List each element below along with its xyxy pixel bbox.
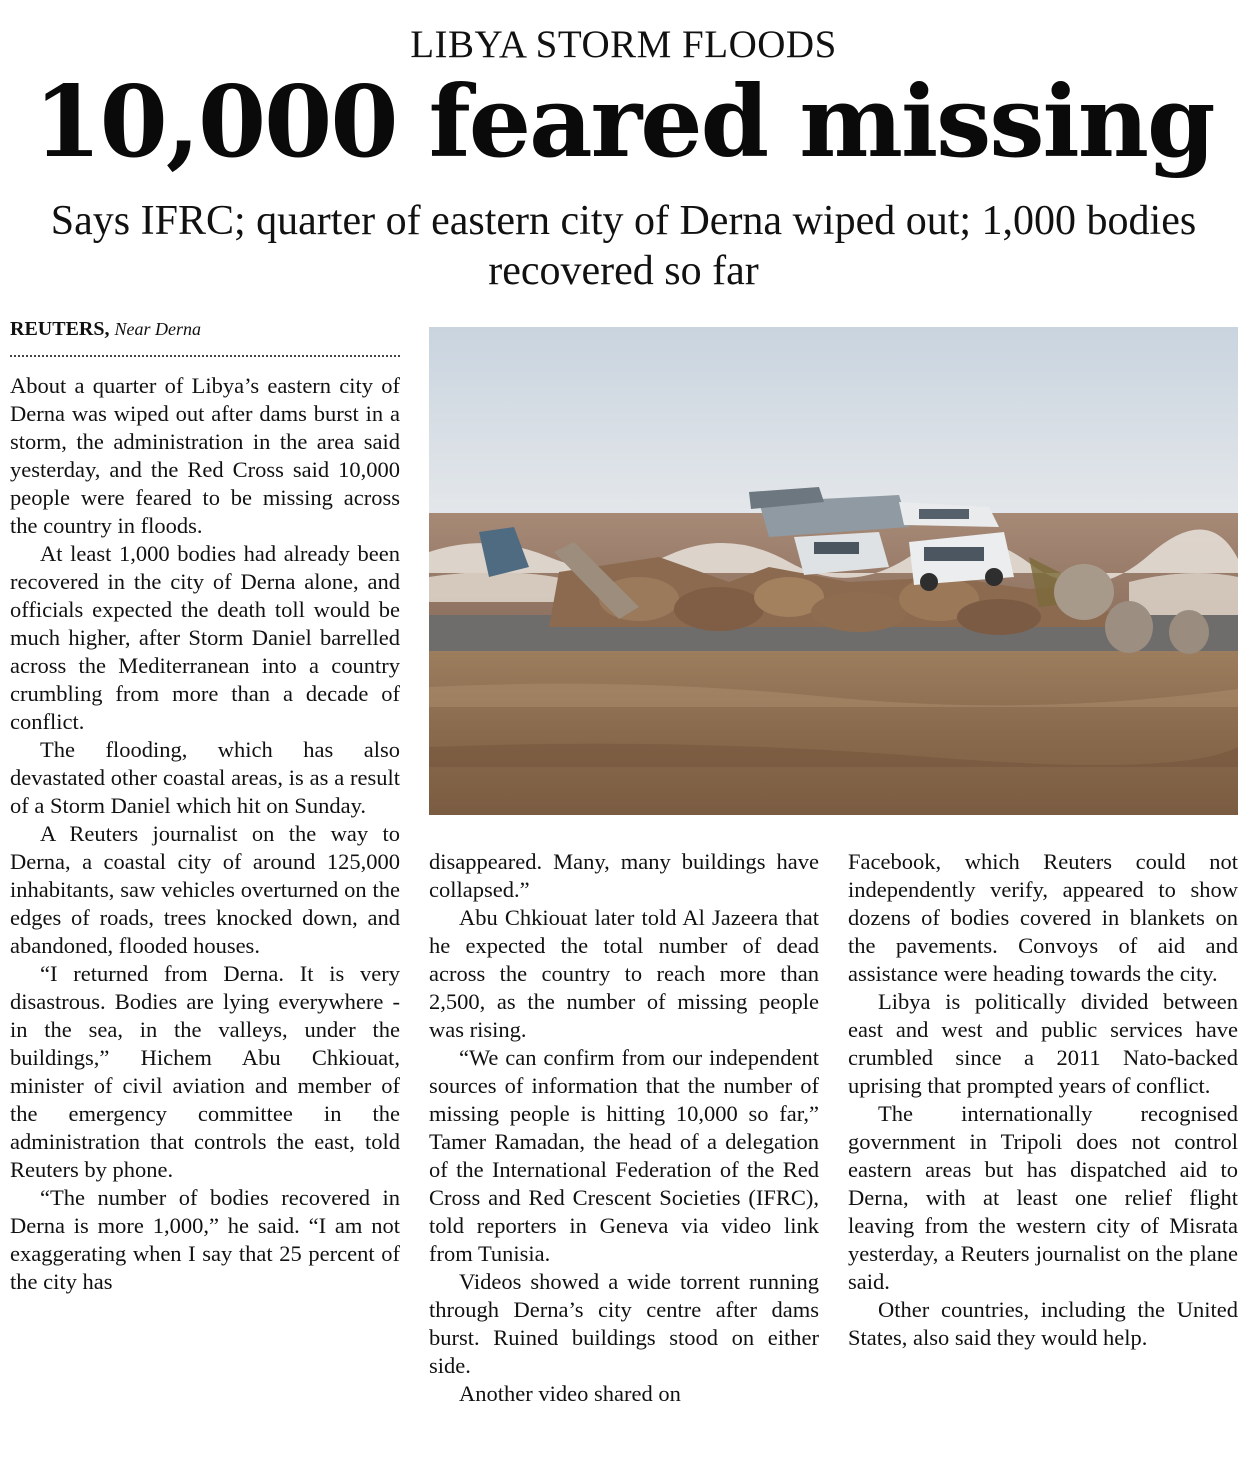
byline xyxy=(10,318,400,341)
paragraph: At least 1,000 bodies had already been recovered in the city of Derna alone, and officials expected the death toll would be much higher, after Storm Daniel barrelled across the Mediterranean into a country crumbling from more than a decade of conflict. xyxy=(10,541,400,734)
article-column-3 xyxy=(848,848,1238,1468)
paragraph: About a quarter of Libya’s eastern city of Derna was wiped out after dams burst in a storm, the administration in the area said yesterday, and the Red Cross said 10,000 people were feared to be missing across the country in floods. xyxy=(10,373,400,538)
paragraph: Other countries, including the United States, also said they would help. xyxy=(848,1297,1238,1350)
paragraph: “We can confirm from our independent sources of information that the number of missing people is hitting 10,000 so far,” Tamer Ramadan, the head of a delegation of the International Federation of the Red Cross and Red Crescent Societies (IFRC), told reporters in Geneva via video link from Tunisia. xyxy=(429,1045,819,1266)
paragraph: A Reuters journalist on the way to Derna, a coastal city of around 125,000 inhabitants, saw vehicles overturned on the edges of roads, trees knocked down, and abandoned, flooded houses. xyxy=(10,821,400,958)
flood-wreckage-photo xyxy=(429,327,1238,815)
paragraph: The flooding, which has also devastated other coastal areas, is as a result of a Storm Daniel which hit on Sunday. xyxy=(10,737,400,818)
paragraph: The internationally recognised government in Tripoli does not control eastern areas but has dispatched aid to Derna, with at least one relief flight leaving from the western city of Misrata yesterday, a Reuters journalist on the plane said. xyxy=(848,1101,1238,1294)
paragraph: Another video shared on xyxy=(459,1381,681,1406)
headline: 10,000 feared missing xyxy=(33,65,1214,180)
paragraph: Libya is politically divided between east and west and public services have crumbled since a 2011 Nato-backed uprising that prompted years of conflict. xyxy=(848,989,1238,1098)
paragraph: Abu Chkiouat later told Al Jazeera that he expected the total number of dead across the country to reach more than 2,500, as the number of missing people was rising. xyxy=(429,905,819,1042)
paragraph: Facebook, which Reuters could not independently verify, appeared to show dozens of bodies covered in blankets on the pavements. Convoys of aid and assistance were heading towards the city. xyxy=(848,849,1238,986)
section-kicker: LIBYA STORM FLOODS xyxy=(410,23,837,66)
paragraph: “The number of bodies recovered in Derna is more 1,000,” he said. “I am not exaggerating when I say that 25 percent of the city has xyxy=(10,1185,400,1294)
paragraph: Videos showed a wide torrent running through Derna’s city centre after dams burst. Ruined buildings stood on either side. xyxy=(429,1269,819,1378)
paragraph: “I returned from Derna. It is very disastrous. Bodies are lying everywhere - in the sea, in the valleys, under the buildings,” Hichem Abu Chkiouat, minister of civil aviation and member of the emergency committee in the administration that controls the east, told Reuters by phone. xyxy=(10,961,400,1182)
byline-agency: REUTERS, xyxy=(10,318,110,340)
byline-divider xyxy=(10,355,400,357)
article-column-1 xyxy=(10,372,400,1472)
article-column-2 xyxy=(429,848,819,1468)
byline-location: Near Derna xyxy=(114,319,201,339)
paragraph: disappeared. Many, many buildings have collapsed.” xyxy=(429,849,819,902)
subheadline: Says IFRC; quarter of eastern city of Derna wiped out; 1,000 bodies recovered so far xyxy=(50,198,1197,294)
